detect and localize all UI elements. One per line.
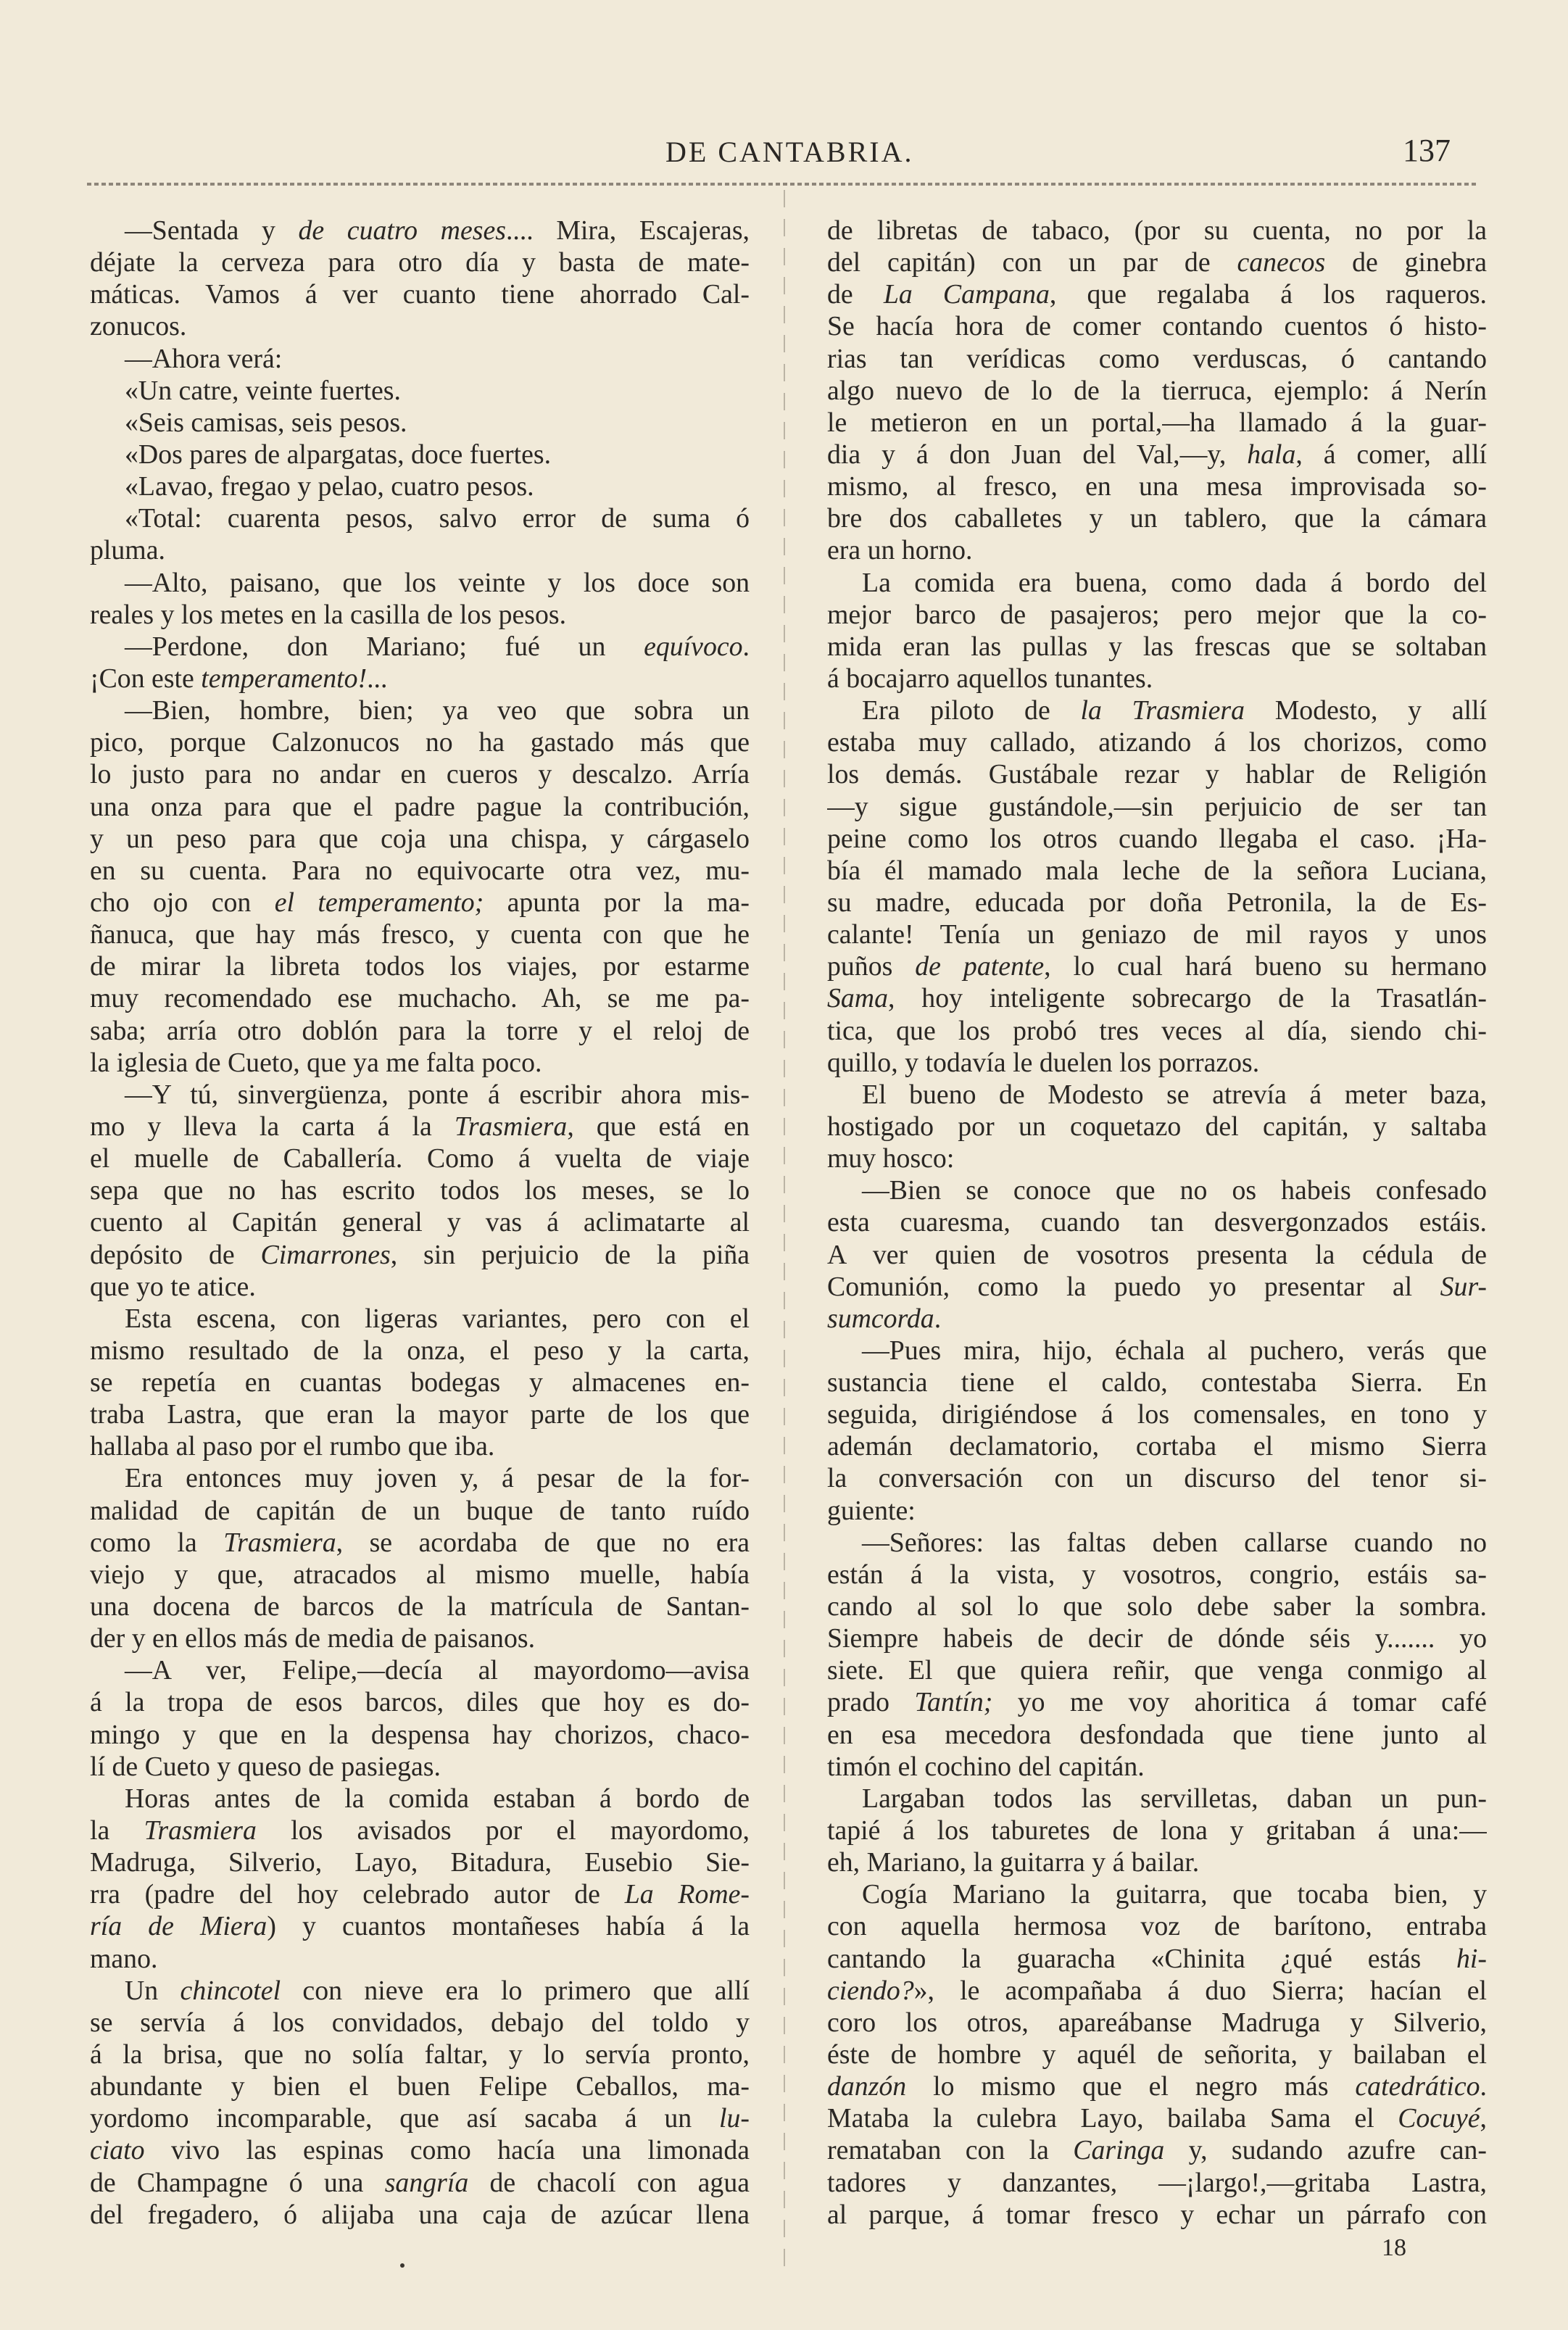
text-line: «Un catre, veinte fuertes. (125, 375, 401, 406)
text-line: quillo, y todavía le duelen los porrazos. (827, 1047, 1260, 1078)
text-line: hallaba al paso por el rumbo que iba. (90, 1431, 495, 1462)
text-line: que yo te atice. (90, 1271, 256, 1302)
text-line: rra (padre del hoy celebrado autor de La Rome- (90, 1879, 750, 1910)
text-line: de Champagne ó una sangría de chacolí con agua (90, 2167, 750, 2198)
text-line: mano. (90, 1943, 158, 1974)
text-line: der y en ellos más de media de paisanos. (90, 1623, 536, 1654)
text-line: «Total: cuarenta pesos, salvo error de suma ó (125, 503, 750, 534)
text-line: hostigado por un coquetazo del capitán, y saltaba (827, 1111, 1487, 1142)
text-line: se repetía en cuantas bodegas y almacenes en- (90, 1367, 750, 1398)
text-line: dia y á don Juan del Val,—y, hala, á comer, allí (827, 439, 1487, 470)
text-line: Esta escena, con ligeras variantes, pero con el (125, 1303, 750, 1334)
text-line: en su cuenta. Para no equivocarte otra vez, mu- (90, 855, 750, 886)
text-line: danzón lo mismo que el negro más catedrático. (827, 2071, 1487, 2102)
text-line: bre dos caballetes y un tablero, que la cámara (827, 503, 1487, 534)
text-line: —Y tú, sinvergüenza, ponte á escribir ahora mis- (125, 1079, 750, 1110)
text-line: Sama, hoy inteligente sobrecargo de la Trasatlán- (827, 983, 1487, 1014)
text-line: el muelle de Caballería. Como á vuelta de viaje (90, 1143, 750, 1174)
text-line: esta cuaresma, cuando tan desvergonzados estáis. (827, 1207, 1487, 1238)
left-column (90, 215, 750, 2231)
text-line: la iglesia de Cueto, que ya me falta poco. (90, 1047, 542, 1078)
text-line: Se hacía hora de comer contando cuentos ó histo- (827, 311, 1487, 342)
printer-signature: 18 (1382, 2234, 1406, 2261)
text-line: guiente: (827, 1495, 916, 1526)
text-line: Madruga, Silverio, Layo, Bitadura, Eusebio Sie- (90, 1847, 750, 1878)
text-line: —y sigue gustándole,—sin perjuicio de ser tan (827, 791, 1487, 822)
text-line: muy hosco: (827, 1143, 955, 1174)
text-line: —Ahora verá: (125, 343, 283, 374)
text-line: tapié á los taburetes de lona y gritaban á una:— (827, 1815, 1487, 1846)
text-line: Comunión, como la puedo yo presentar al Sur- (827, 1271, 1487, 1302)
text-line: al parque, á tomar fresco y echar un párrafo con (827, 2199, 1487, 2230)
text-line: seguida, dirigiéndose á los comensales, en tono y (827, 1399, 1487, 1430)
text-line: lo justo para no andar en cueros y descalzo. Arría (90, 759, 750, 790)
text-line: del capitán) con un par de canecos de ginebra (827, 247, 1487, 278)
text-line: muy recomendado ese muchacho. Ah, se me pa- (90, 983, 750, 1014)
text-line: tica, que los probó tres veces al día, siendo chi- (827, 1015, 1487, 1046)
text-line: á la tropa de esos barcos, diles que hoy es do- (90, 1687, 750, 1718)
text-line: algo nuevo de lo de la tierruca, ejemplo: á Nerín (827, 375, 1487, 406)
text-line: siete. El que quiera reñir, que venga conmigo al (827, 1655, 1487, 1686)
text-line: —Bien se conoce que no os habeis confesado (862, 1175, 1487, 1206)
text-line: —Bien, hombre, bien; ya veo que sobra un (125, 695, 750, 726)
text-line: ¡Con este temperamento!... (90, 663, 388, 694)
text-line: —Sentada y de cuatro meses.... Mira, Escajeras, (125, 215, 750, 246)
text-line: La comida era buena, como dada á bordo del (862, 567, 1487, 598)
text-line: remataban con la Caringa y, sudando azufre can- (827, 2135, 1487, 2166)
text-line: los demás. Gustábale rezar y hablar de Religión (827, 759, 1487, 790)
header-rule (87, 183, 1479, 186)
text-line: como la Trasmiera, se acordaba de que no era (90, 1527, 750, 1558)
text-line: «Seis camisas, seis pesos. (125, 407, 407, 438)
text-line: de libretas de tabaco, (por su cuenta, no por la (827, 215, 1487, 246)
text-line: y un peso para que coja una chispa, y cárgaselo (90, 823, 750, 854)
text-line: ría de Miera) y cuantos montañeses había á la (90, 1911, 750, 1942)
text-line: máticas. Vamos á ver cuanto tiene ahorrado Cal- (90, 279, 750, 310)
text-line: se servía á los convidados, debajo del toldo y (90, 2007, 750, 2038)
text-line: A ver quien de vosotros presenta la cédula de (827, 1239, 1487, 1270)
text-line: estaba muy callado, atizando á los chorizos, como (827, 727, 1487, 758)
text-line: pluma. (90, 535, 165, 566)
text-line: «Dos pares de alpargatas, doce fuertes. (125, 439, 552, 470)
text-line: yordomo incomparable, que así sacaba á un lu- (90, 2103, 750, 2134)
text-line: Largaban todos las servilletas, daban un pun- (862, 1783, 1487, 1814)
ink-dot (400, 2263, 405, 2268)
text-line: de mirar la libreta todos los viajes, por estarme (90, 951, 750, 982)
text-line: cuento al Capitán general y vas á aclimatarte al (90, 1207, 750, 1238)
text-line: cantando la guaracha «Chinita ¿qué estás hi- (827, 1943, 1487, 1974)
text-line: peine como los otros cuando llegaba el caso. ¡Ha- (827, 823, 1487, 854)
text-line: sepa que no has escrito todos los meses, se lo (90, 1175, 750, 1206)
text-line: mingo y que en la despensa hay chorizos, chaco- (90, 1719, 750, 1750)
text-line: Un chincotel con nieve era lo primero que allí (125, 1975, 750, 2006)
text-line: —Perdone, don Mariano; fué un equívoco. (125, 631, 750, 662)
text-line: su madre, educada por doña Petronila, la de Es- (827, 887, 1487, 918)
text-line: en esa mecedora desfondada que tiene junto al (827, 1719, 1487, 1750)
text-line: Era piloto de la Trasmiera Modesto, y allí (862, 695, 1487, 726)
text-line: una docena de barcos de la matrícula de Santan- (90, 1591, 750, 1622)
text-line: Cogía Mariano la guitarra, que tocaba bien, y (862, 1879, 1487, 1910)
text-line: ciendo?», le acompañaba á duo Sierra; hacían el (827, 1975, 1487, 2006)
text-line: zonucos. (90, 311, 187, 342)
text-line: sumcorda. (827, 1303, 942, 1334)
text-line: puños de patente, lo cual hará bueno su hermano (827, 951, 1487, 982)
text-line: mismo resultado de la onza, el peso y la carta, (90, 1335, 750, 1366)
text-line: abundante y bien el buen Felipe Ceballos, ma- (90, 2071, 750, 2102)
text-line: coro los otros, apareábanse Madruga y Silverio, (827, 2007, 1487, 2038)
text-line: están á la vista, y vosotros, congrio, estáis sa- (827, 1559, 1487, 1590)
text-line: El bueno de Modesto se atrevía á meter baza, (862, 1079, 1487, 1110)
text-line: —Alto, paisano, que los veinte y los doce son (125, 567, 750, 598)
text-line: «Lavao, fregao y pelao, cuatro pesos. (125, 471, 534, 502)
text-line: viejo y que, atracados al mismo muelle, había (90, 1559, 750, 1590)
text-line: malidad de capitán de un buque de tanto ruído (90, 1495, 750, 1526)
text-line: pico, porque Calzonucos no ha gastado más que (90, 727, 750, 758)
text-line: del fregadero, ó alijaba una caja de azúcar llena (90, 2199, 750, 2230)
text-line: timón el cochino del capitán. (827, 1751, 1145, 1782)
text-line: traba Lastra, que eran la mayor parte de los que (90, 1399, 750, 1430)
text-line: Siempre habeis de decir de dónde séis y....... yo (827, 1623, 1487, 1654)
text-line: cho ojo con el temperamento; apunta por la ma- (90, 887, 750, 918)
text-line: de La Campana, que regalaba á los raqueros. (827, 279, 1487, 310)
text-line: reales y los metes en la casilla de los pesos. (90, 599, 567, 630)
text-line: ciato vivo las espinas como hacía una limonada (90, 2135, 750, 2166)
text-line: ademán declamatorio, cortaba el mismo Sierra (827, 1431, 1487, 1462)
header-title: DE CANTABRIA. (665, 136, 914, 168)
text-line: era un horno. (827, 535, 973, 566)
text-line: Horas antes de la comida estaban á bordo de (125, 1783, 750, 1814)
text-line: sustancia tiene el caldo, contestaba Sierra. En (827, 1367, 1487, 1398)
right-column (827, 215, 1487, 2231)
text-line: la Trasmiera los avisados por el mayordomo, (90, 1815, 750, 1846)
page-number: 137 (1403, 133, 1451, 168)
text-line: mida eran las pullas y las frescas que se soltaban (827, 631, 1487, 662)
text-line: —Señores: las faltas deben callarse cuando no (862, 1527, 1487, 1558)
column-divider (784, 190, 785, 2278)
text-line: prado Tantín; yo me voy ahoritica á tomar café (827, 1687, 1487, 1718)
text-line: á la brisa, que no solía faltar, y lo servía pronto, (90, 2039, 750, 2070)
text-line: Mataba la culebra Layo, bailaba Sama el Cocuyé, (827, 2103, 1487, 2134)
running-header (0, 135, 1568, 178)
text-line: bía él mamado mala leche de la señora Luciana, (827, 855, 1487, 886)
text-line: déjate la cerveza para otro día y basta de mate- (90, 247, 750, 278)
text-line: la conversación con un discurso del tenor si- (827, 1463, 1487, 1494)
text-line: calante! Tenía un geniazo de mil rayos y unos (827, 919, 1487, 950)
text-line: Era entonces muy joven y, á pesar de la for- (125, 1463, 750, 1494)
text-line: éste de hombre y aquél de señorita, y bailaban el (827, 2039, 1487, 2070)
text-line: con aquella hermosa voz de barítono, entraba (827, 1911, 1487, 1942)
text-line: eh, Mariano, la guitarra y á bailar. (827, 1847, 1200, 1878)
text-line: mejor barco de pasajeros; pero mejor que la co- (827, 599, 1487, 630)
text-line: cando al sol lo que solo debe saber la sombra. (827, 1591, 1487, 1622)
text-line: mismo, al fresco, en una mesa improvisada so- (827, 471, 1487, 502)
text-line: rias tan verídicas como verduscas, ó cantando (827, 343, 1487, 374)
text-line: saba; arría otro doblón para la torre y el reloj de (90, 1015, 750, 1046)
text-line: depósito de Cimarrones, sin perjuicio de la piña (90, 1239, 750, 1270)
text-line: una onza para que el padre pague la contribución, (90, 791, 750, 822)
text-line: —Pues mira, hijo, échala al puchero, verás que (862, 1335, 1487, 1366)
text-line: mo y lleva la carta á la Trasmiera, que está en (90, 1111, 750, 1142)
text-line: á bocajarro aquellos tunantes. (827, 663, 1153, 694)
text-line: —A ver, Felipe,—decía al mayordomo—avisa (125, 1655, 750, 1686)
text-line: ñanuca, que hay más fresco, y cuenta con que he (90, 919, 750, 950)
text-line: lí de Cueto y queso de pasiegas. (90, 1751, 441, 1782)
text-line: le metieron en un portal,—ha llamado á la guar- (827, 407, 1487, 438)
text-line: tadores y danzantes, —¡largo!,—gritaba Lastra, (827, 2167, 1487, 2198)
